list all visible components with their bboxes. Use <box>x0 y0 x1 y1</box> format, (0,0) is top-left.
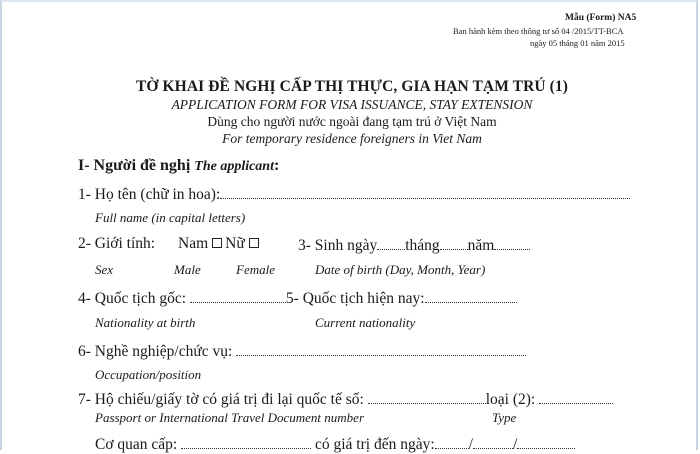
dob-hint: Date of birth (Day, Month, Year) <box>315 262 486 277</box>
dob-month-input[interactable] <box>440 235 468 250</box>
dob-month-label: tháng <box>405 236 440 254</box>
form-subtitle-vi: Dùng cho người nước ngoài đang tạm trú ở Việt Nam <box>207 114 497 129</box>
sex-male-label: Nam <box>178 235 209 252</box>
nationality-current-hint: Current nationality <box>315 315 416 330</box>
nationality-birth-input[interactable] <box>190 288 286 303</box>
section-heading-vi: I- Người đề nghị <box>78 157 195 174</box>
decree-date: ngày 05 tháng 01 năm 2015 <box>530 38 625 48</box>
decree-reference: Ban hành kèm theo thông tư số 04 /2015/TT-BCA <box>453 26 624 36</box>
passport-number-hint: Passport or International Travel Document number <box>95 410 365 425</box>
section-heading-en: The applicant <box>194 159 274 174</box>
field-occupation <box>78 341 526 361</box>
nationality-birth-hint: Nationality at birth <box>95 315 196 330</box>
date-slash-1: / <box>468 435 473 453</box>
dob-day-input[interactable] <box>377 235 405 250</box>
dob-year-input[interactable] <box>494 235 530 250</box>
form-title-vi: TỜ KHAI ĐỀ NGHỊ CẤP THỊ THỰC, GIA HẠN TẠM TRÚ (1) <box>135 78 569 95</box>
nationality-birth-label: 4- Quốc tịch gốc: <box>78 289 190 307</box>
valid-until-day-input[interactable] <box>435 434 469 449</box>
form-subtitle-en: For temporary residence foreigners in Viet Nam <box>222 131 482 146</box>
sex-female-hint: Female <box>236 262 275 277</box>
field-date-of-birth <box>298 235 530 255</box>
valid-until-label: có giá trị đến ngày: <box>311 435 435 453</box>
sex-options <box>178 235 262 253</box>
sex-female-label: Nữ <box>225 235 245 252</box>
field-full-name <box>78 184 630 204</box>
nationality-current-label: 5- Quốc tịch hiện nay: <box>285 289 425 307</box>
passport-type-hint: Type <box>492 410 517 425</box>
field-passport-issuer <box>95 434 575 454</box>
field-full-name-label: 1- Họ tên (chữ in hoa): <box>78 185 221 203</box>
dob-year-label: năm <box>467 236 495 254</box>
full-name-input[interactable] <box>220 184 630 199</box>
issuer-label: Cơ quan cấp: <box>95 435 182 453</box>
form-code: Mẫu (Form) NA5 <box>565 13 637 23</box>
field-sex <box>78 235 155 253</box>
section-heading-applicant <box>78 157 279 175</box>
sex-male-hint: Male <box>174 262 201 277</box>
section-heading-colon: : <box>274 157 280 174</box>
valid-until-month-input[interactable] <box>473 434 513 449</box>
dob-label: 3- Sinh ngày <box>298 236 378 254</box>
date-slash-2: / <box>512 435 518 453</box>
field-nationality <box>78 288 517 308</box>
sex-female-checkbox[interactable] <box>249 238 259 248</box>
passport-number-label: 7- Hộ chiếu/giấy tờ có giá trị đi lại quốc tế số: <box>78 390 368 408</box>
form-title-en: APPLICATION FORM FOR VISA ISSUANCE, STAY EXTENSION <box>171 97 533 112</box>
occupation-label: 6- Nghề nghiệp/chức vụ: <box>78 342 237 360</box>
field-passport <box>78 389 613 409</box>
issuer-input[interactable] <box>181 434 311 449</box>
passport-type-input[interactable] <box>539 389 613 404</box>
field-full-name-hint: Full name (in capital letters) <box>95 210 246 225</box>
field-sex-label: 2- Giới tính: <box>78 235 156 252</box>
field-sex-hint: Sex <box>95 262 114 277</box>
nationality-current-input[interactable] <box>425 288 517 303</box>
sex-male-checkbox[interactable] <box>212 238 222 248</box>
passport-number-input[interactable] <box>368 389 486 404</box>
occupation-hint: Occupation/position <box>95 367 202 382</box>
occupation-input[interactable] <box>236 341 526 356</box>
valid-until-year-input[interactable] <box>517 434 575 449</box>
passport-type-label: loại (2): <box>485 390 540 408</box>
